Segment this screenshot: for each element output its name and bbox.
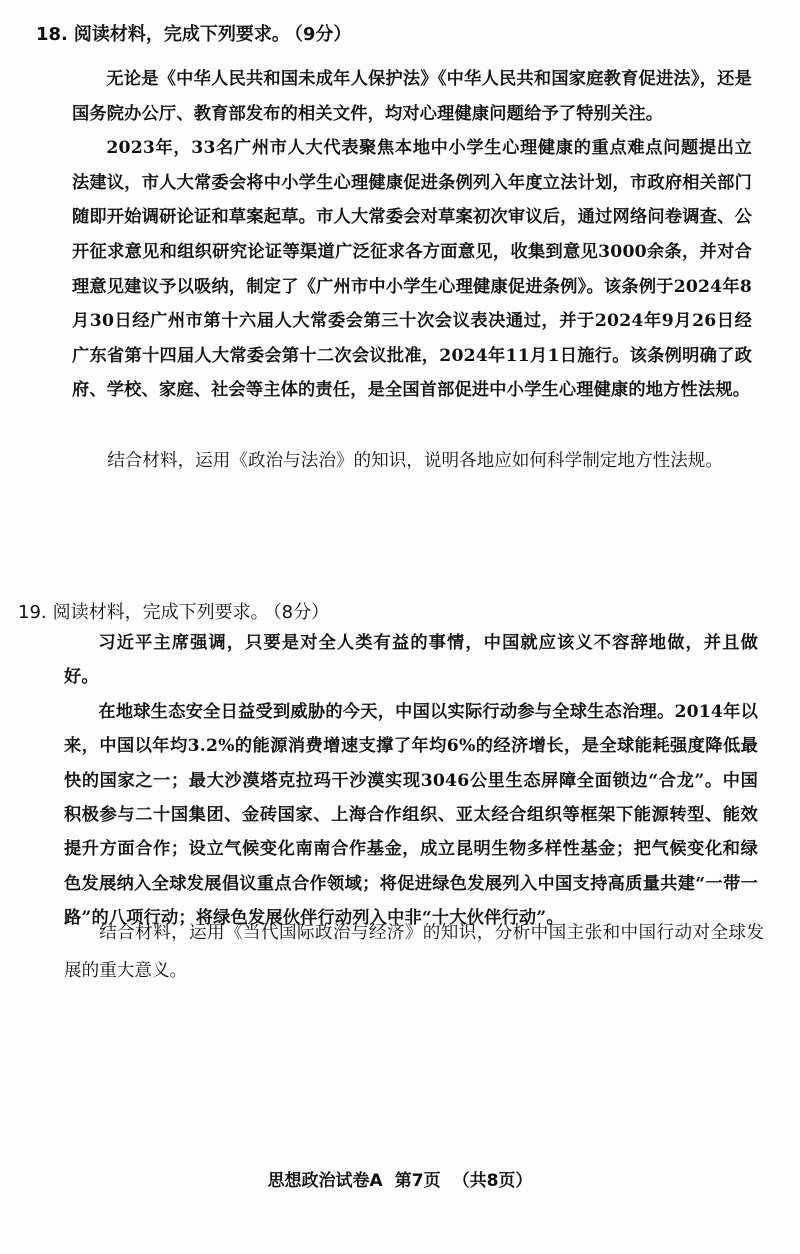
question-18-number: 18. [36,24,68,45]
question-19-score: （8分） [272,602,330,623]
question-18-prompt [72,442,762,480]
question-19-instruction: 阅读材料，完成下列要求。 [52,602,269,623]
question-19-header [18,596,329,630]
question-18-score: （9分） [293,24,352,45]
footer-page-number: 第7页 [394,1171,441,1191]
question-19-paragraph-2: 在地球生态安全日益受到威胁的今天，中国以实际行动参与全球生态治理。2014年以来，中国以年均3.2%的能源消费增速支撑了年均6%的经济增长，是全球能耗强度降低最快的国家之一；最大沙漠塔克拉玛干沙漠实现3046公里生态屏障全面锁边“合龙”。中国积极参与二十国集团、金砖国家、上海合作组织、亚太经合组织等框架下能源转型、能效提升方面合作；设立气候变化南南合作基金，成立昆明生物多样性基金；把气候变化和绿色发展纳入全球发展倡议重点合作领域；将促进绿色发展列入中国支持高质量共建“一带一路”的八项行动；将绿色发展伙伴行动列入中非“十大伙伴行动”。 [64,701,758,929]
question-19-paragraph-1: 习近平主席强调，只要是对全人类有益的事情，中国就应该义不容辞地做，并且做好。 [64,633,758,688]
question-19-prompt [64,914,764,990]
question-19-number: 19. [18,602,47,623]
page-footer [0,1166,800,1196]
question-18-material [72,62,752,408]
question-18-prompt-text: 结合材料，运用《政治与法治》的知识，说明各地应如何科学制定地方性法规。 [107,451,723,471]
question-19-prompt-text: 结合材料，运用《当代国际政治与经济》的知识，分析中国主张和中国行动对全球发展的重大意义。 [64,923,764,981]
question-18-instruction: 阅读材料，完成下列要求。 [73,24,290,45]
footer-total-pages: （共8页） [452,1171,533,1191]
question-19-material [64,626,758,936]
question-18-header [36,18,351,52]
footer-paper-title: 思想政治试卷A [267,1171,383,1191]
question-18-paragraph-1: 无论是《中华人民共和国未成年人保护法》《中华人民共和国家庭教育促进法》，还是国务院办公厅、教育部发布的相关文件，均对心理健康问题给予了特别关注。 [72,69,752,124]
question-18-paragraph-2: 2023年，33名广州市人大代表聚焦本地中小学生心理健康的重点难点问题提出立法建议，市人大常委会将中小学生心理健康促进条例列入年度立法计划，市政府相关部门随即开始调研论证和草案起草。市人大常委会对草案初次审议后，通过网络问卷调查、公开征求意见和组织研究论证等渠道广泛征求各方面意见，收集到意见3000余条，并对合理意见建议予以吸纳，制定了《广州市中小学生心理健康促进条例》。该条例于2024年8月30日经广州市第十六届人大常委会第三十次会议表决通过，并于2024年9月26日经广东省第十四届人大常委会第十二次会议批准，2024年11月1日施行。该条例明确了政府、学校、家庭、社会等主体的责任，是全国首部促进中小学生心理健康的地方性法规。 [72,138,752,401]
